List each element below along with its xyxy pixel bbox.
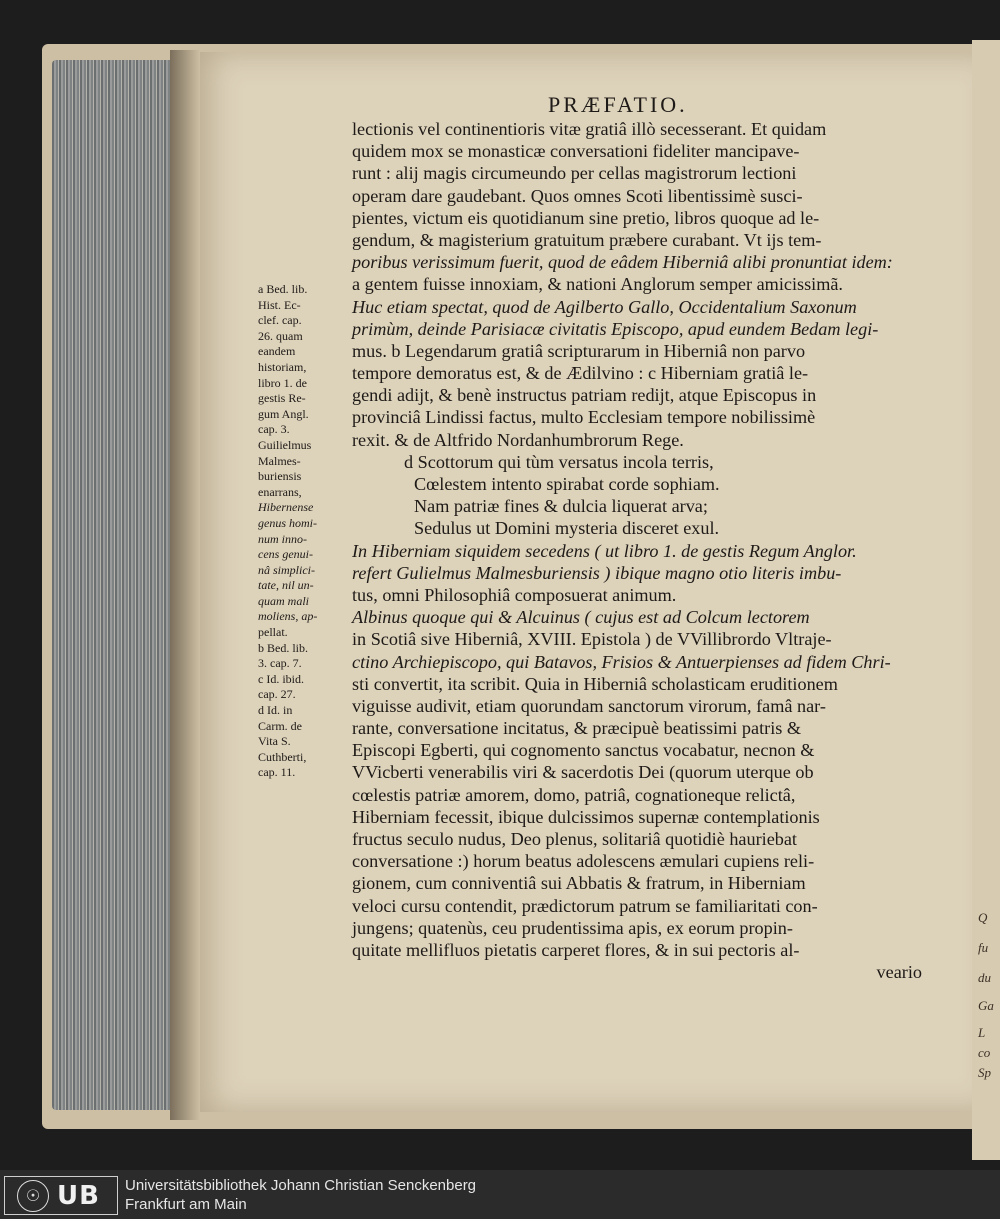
margin-note-line: pellat. (258, 625, 288, 640)
facing-page-strip: Q fu du Ga L co Sp (972, 40, 1000, 1160)
text-line: quidem mox se monasticæ conversationi fideliter mancipave- (352, 141, 800, 162)
text-line: veloci cursu contendit, prædictorum patrum se familiaritati con- (352, 895, 818, 916)
text-line: runt : alij magis circumeundo per cellas magistrorum lectioni (352, 163, 797, 184)
gutter-shadow (170, 50, 200, 1120)
seal-icon: ☉ (17, 1180, 49, 1212)
margin-note-line: a Bed. lib. (258, 282, 308, 296)
text-line: rante, conversatione incitatus, & præcipuè beatissimi patris & (352, 718, 802, 739)
margin-note-line: quam mali (258, 593, 309, 608)
margin-note-line: nâ simplici- (258, 562, 315, 577)
text-line: viguisse audivit, etiam quorundam sanctorum virorum, famâ nar- (352, 695, 826, 716)
margin-note-line: enarrans, (258, 484, 302, 499)
text-line: operam dare gaudebant. Quos omnes Scoti libentissimè susci- (352, 185, 803, 206)
text-line: In Hiberniam siquidem secedens ( ut libro 1. de gestis Regum Anglor. (352, 540, 857, 561)
margin-note-line: Hist. Ec- (258, 297, 301, 312)
margin-note-line: 3. cap. 7. (258, 656, 302, 671)
margin-note-line: gum Angl. (258, 406, 309, 421)
text-line: tus, omni Philosophiâ composuerat animum. (352, 584, 677, 605)
margin-note-line: Vita S. (258, 734, 291, 749)
text-line: poribus verissimum fuerit, quod de eâdem Hiberniâ alibi pronuntiat idem: (352, 252, 893, 273)
margin-note-line: 26. quam (258, 328, 303, 343)
margin-note-line: buriensis (258, 469, 302, 484)
text-line: ctino Archiepiscopo, qui Batavos, Frisios & Antuerpienses ad fidem Chri- (352, 651, 891, 672)
text-line: quitate mellifluos pietatis carperet flores, & in sui pectoris al- (352, 939, 800, 960)
text-line: a gentem fuisse innoxiam, & nationi Anglorum semper amicissimã. (352, 274, 843, 295)
margin-note-line: c Id. ibid. (258, 671, 304, 686)
text-line: sti convertit, ita scribit. Quia in Hiberniâ scholasticam eruditionem (352, 673, 838, 694)
margin-note-line: cap. 3. (258, 422, 290, 437)
margin-note-line: cap. 27. (258, 687, 296, 702)
running-title: PRÆFATIO. (548, 92, 688, 117)
margin-notes (258, 282, 350, 781)
margin-note-line: gestis Re- (258, 391, 306, 406)
text-line: rexit. & de Altfrido Nordanhumbrorum Rege. (352, 429, 684, 450)
margin-note-line: Cuthberti, (258, 749, 307, 764)
text-line: Hiberniam fecessit, ibique dulcissimos supernæ contemplationis (352, 806, 820, 827)
text-line: in Scotiâ sive Hiberniâ, XVIII. Epistola ) de VVillibrordo Vltraje- (352, 629, 832, 650)
text-line: fructus seculo nudus, Deo plenus, solitariâ quotidiè hauriebat (352, 829, 797, 849)
text-line: gendum, & magisterium gratuitum præbere curabant. Vt ijs tem- (352, 229, 822, 250)
text-line: VVicberti venerabilis viri & sacerdotis Dei (quorum uterque ob (352, 762, 814, 783)
text-line: provinciâ Lindissi factus, multo Ecclesiam tempore nobilissimè (352, 407, 816, 428)
text-line: conversatione :) horum beatus adolescens æmulari cupiens reli- (352, 851, 815, 872)
main-text (352, 118, 922, 983)
margin-note-line: Guilielmus (258, 437, 312, 452)
text-line: Cœlestem intento spirabat corde sophiam. (414, 474, 720, 494)
margin-note-line: Malmes- (258, 453, 301, 468)
text-line: Huc etiam spectat, quod de Agilberto Gallo, Occidentalium Saxonum (352, 296, 857, 317)
margin-note-line: cap. 11. (258, 765, 296, 780)
margin-note-line: Hibernense (258, 500, 314, 515)
text-line: tempore demoratus est, & de Ædilvino : c Hiberniam gratiâ le- (352, 363, 809, 384)
text-line: veario (876, 962, 922, 983)
text-line: Sedulus ut Domini mysteria disceret exul. (414, 518, 720, 539)
margin-note-line: historiam, (258, 359, 307, 374)
text-line: Albinus quoque qui & Alcuinus ( cujus est ad Colcum lectorem (352, 607, 810, 628)
text-line: Episcopi Egberti, qui cognomento sanctus vocabatur, necnon & (352, 740, 815, 761)
text-line: refert Gulielmus Malmesburiensis ) ibique magno otio literis imbu- (352, 562, 842, 583)
library-city: Frankfurt am Main (125, 1196, 247, 1213)
margin-note-line: b Bed. lib. (258, 640, 308, 655)
margin-note-line: clef. cap. (258, 313, 302, 328)
margin-note-line: cens genui- (258, 547, 313, 562)
margin-note-line: eandem (258, 344, 296, 359)
text-line: primùm, deinde Parisiacæ civitatis Episcopo, apud eundem Bedam legi- (352, 318, 879, 339)
text-line: mus. b Legendarum gratiâ scripturarum in Hiberniâ non parvo (352, 340, 806, 361)
margin-note-line: moliens, ap- (258, 609, 318, 624)
text-line: jungens; quatenùs, ceu prudentissima apis, ex eorum propin- (352, 917, 793, 938)
text-line: cœlestis patriæ amorem, domo, patriâ, cognationeque relictâ, (352, 784, 796, 805)
logo-text: UB (57, 1180, 100, 1211)
text-line: pientes, victum eis quotidianum sine pretio, libros quoque ad le- (352, 207, 820, 228)
text-line: Nam patriæ fines & dulcia liquerat arva; (414, 496, 708, 517)
page-edges (52, 60, 182, 1110)
library-footer (0, 1170, 1000, 1219)
text-line: lectionis vel continentioris vitæ gratiâ illò secesserant. Et quidam (352, 119, 827, 139)
library-name: Universitätsbibliothek Johann Christian Senckenberg (125, 1177, 477, 1194)
margin-note-line: libro 1. de (258, 375, 307, 390)
text-line: gionem, cum conniventiâ sui Abbatis & fratrum, in Hiberniam (352, 873, 806, 894)
text-line: d Scottorum qui tùm versatus incola terris, (404, 451, 714, 472)
margin-note-line: tate, nil un- (258, 578, 314, 593)
margin-note-line: Carm. de (258, 718, 302, 733)
margin-note-line: d Id. in (258, 703, 293, 718)
margin-note-line: num inno- (258, 531, 307, 546)
margin-note-line: genus homi- (258, 515, 317, 530)
text-line: gendi adijt, & benè instructus patriam redijt, atque Episcopus in (352, 385, 817, 406)
ub-logo[interactable] (4, 1176, 118, 1215)
